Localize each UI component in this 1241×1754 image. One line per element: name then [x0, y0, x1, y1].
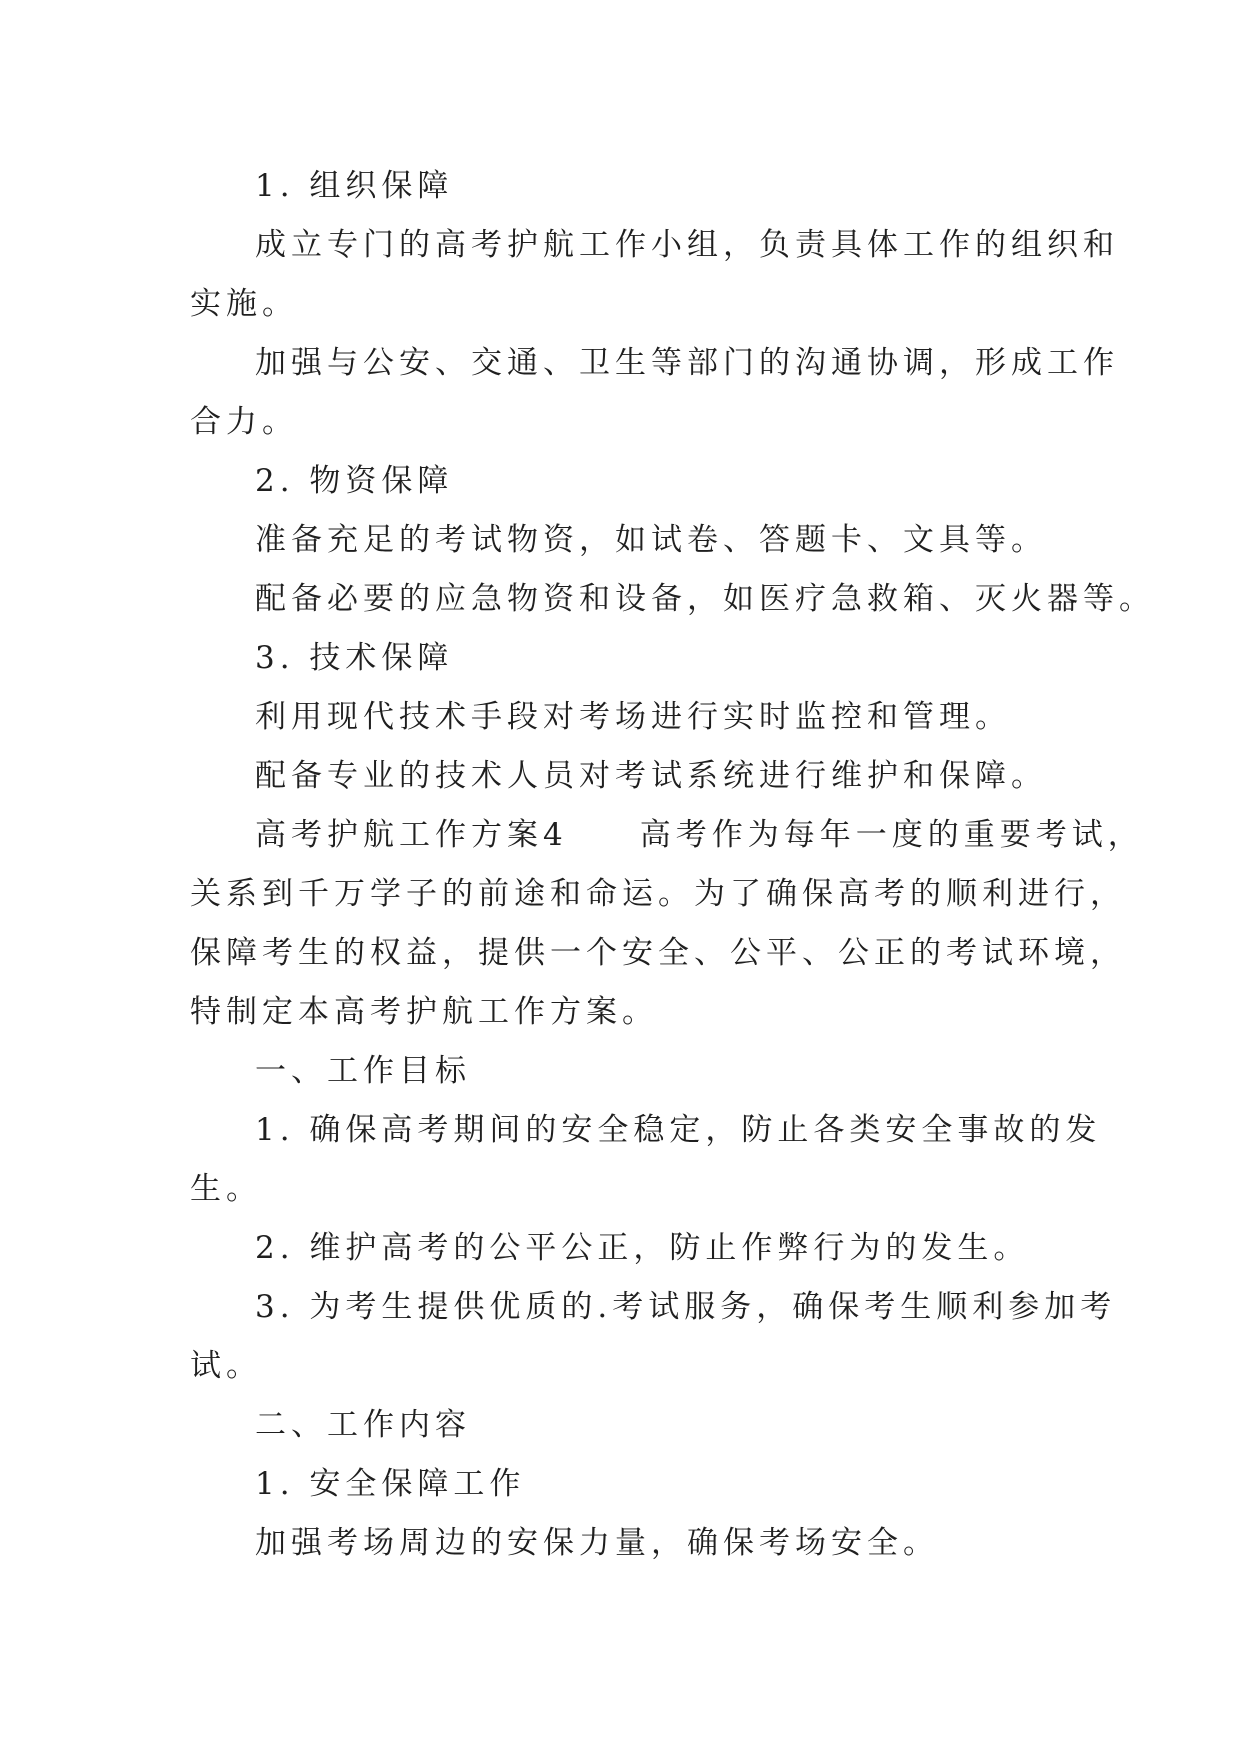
section-title-plan-4: 高考护航工作方案4 高考作为每年一度的重要考试，: [255, 817, 1144, 853]
paragraph-line: 加强考场周边的安保力量，确保考场安全。: [255, 1525, 939, 1561]
paragraph-line: 试。: [190, 1348, 262, 1384]
paragraph-line: 配备必要的应急物资和设备，如医疗急救箱、灭火器等。: [255, 581, 1155, 617]
heading-content: 二、工作内容: [255, 1407, 471, 1443]
paragraph-line: 加强与公安、交通、卫生等部门的沟通协调，形成工作: [255, 345, 1119, 381]
heading-materials: 2. 物资保障: [255, 463, 454, 499]
heading-organization: 1. 组织保障: [255, 168, 454, 204]
paragraph-line: 3. 为考生提供优质的.考试服务，确保考生顺利参加考: [255, 1289, 1117, 1325]
paragraph-line: 生。: [190, 1171, 262, 1207]
paragraph-line: 特制定本高考护航工作方案。: [190, 994, 658, 1030]
paragraph-line: 关系到千万学子的前途和命运。为了确保高考的顺利进行，: [190, 876, 1126, 912]
paragraph-line: 合力。: [190, 404, 298, 440]
paragraph-line: 保障考生的权益，提供一个安全、公平、公正的考试环境，: [190, 935, 1126, 971]
heading-technology: 3. 技术保障: [255, 640, 454, 676]
paragraph-line: 配备专业的技术人员对考试系统进行维护和保障。: [255, 758, 1047, 794]
paragraph-line: 准备充足的考试物资，如试卷、答题卡、文具等。: [255, 522, 1047, 558]
heading-safety-work: 1. 安全保障工作: [255, 1466, 526, 1502]
paragraph-line: 1. 确保高考期间的安全稳定，防止各类安全事故的发: [255, 1112, 1102, 1148]
paragraph-line: 2. 维护高考的公平公正，防止作弊行为的发生。: [255, 1230, 1030, 1266]
heading-goals: 一、工作目标: [255, 1053, 471, 1089]
paragraph-line: 实施。: [190, 286, 298, 322]
paragraph-line: 成立专门的高考护航工作小组，负责具体工作的组织和: [255, 227, 1119, 263]
paragraph-line: 利用现代技术手段对考场进行实时监控和管理。: [255, 699, 1011, 735]
document-body: [190, 157, 1155, 1573]
